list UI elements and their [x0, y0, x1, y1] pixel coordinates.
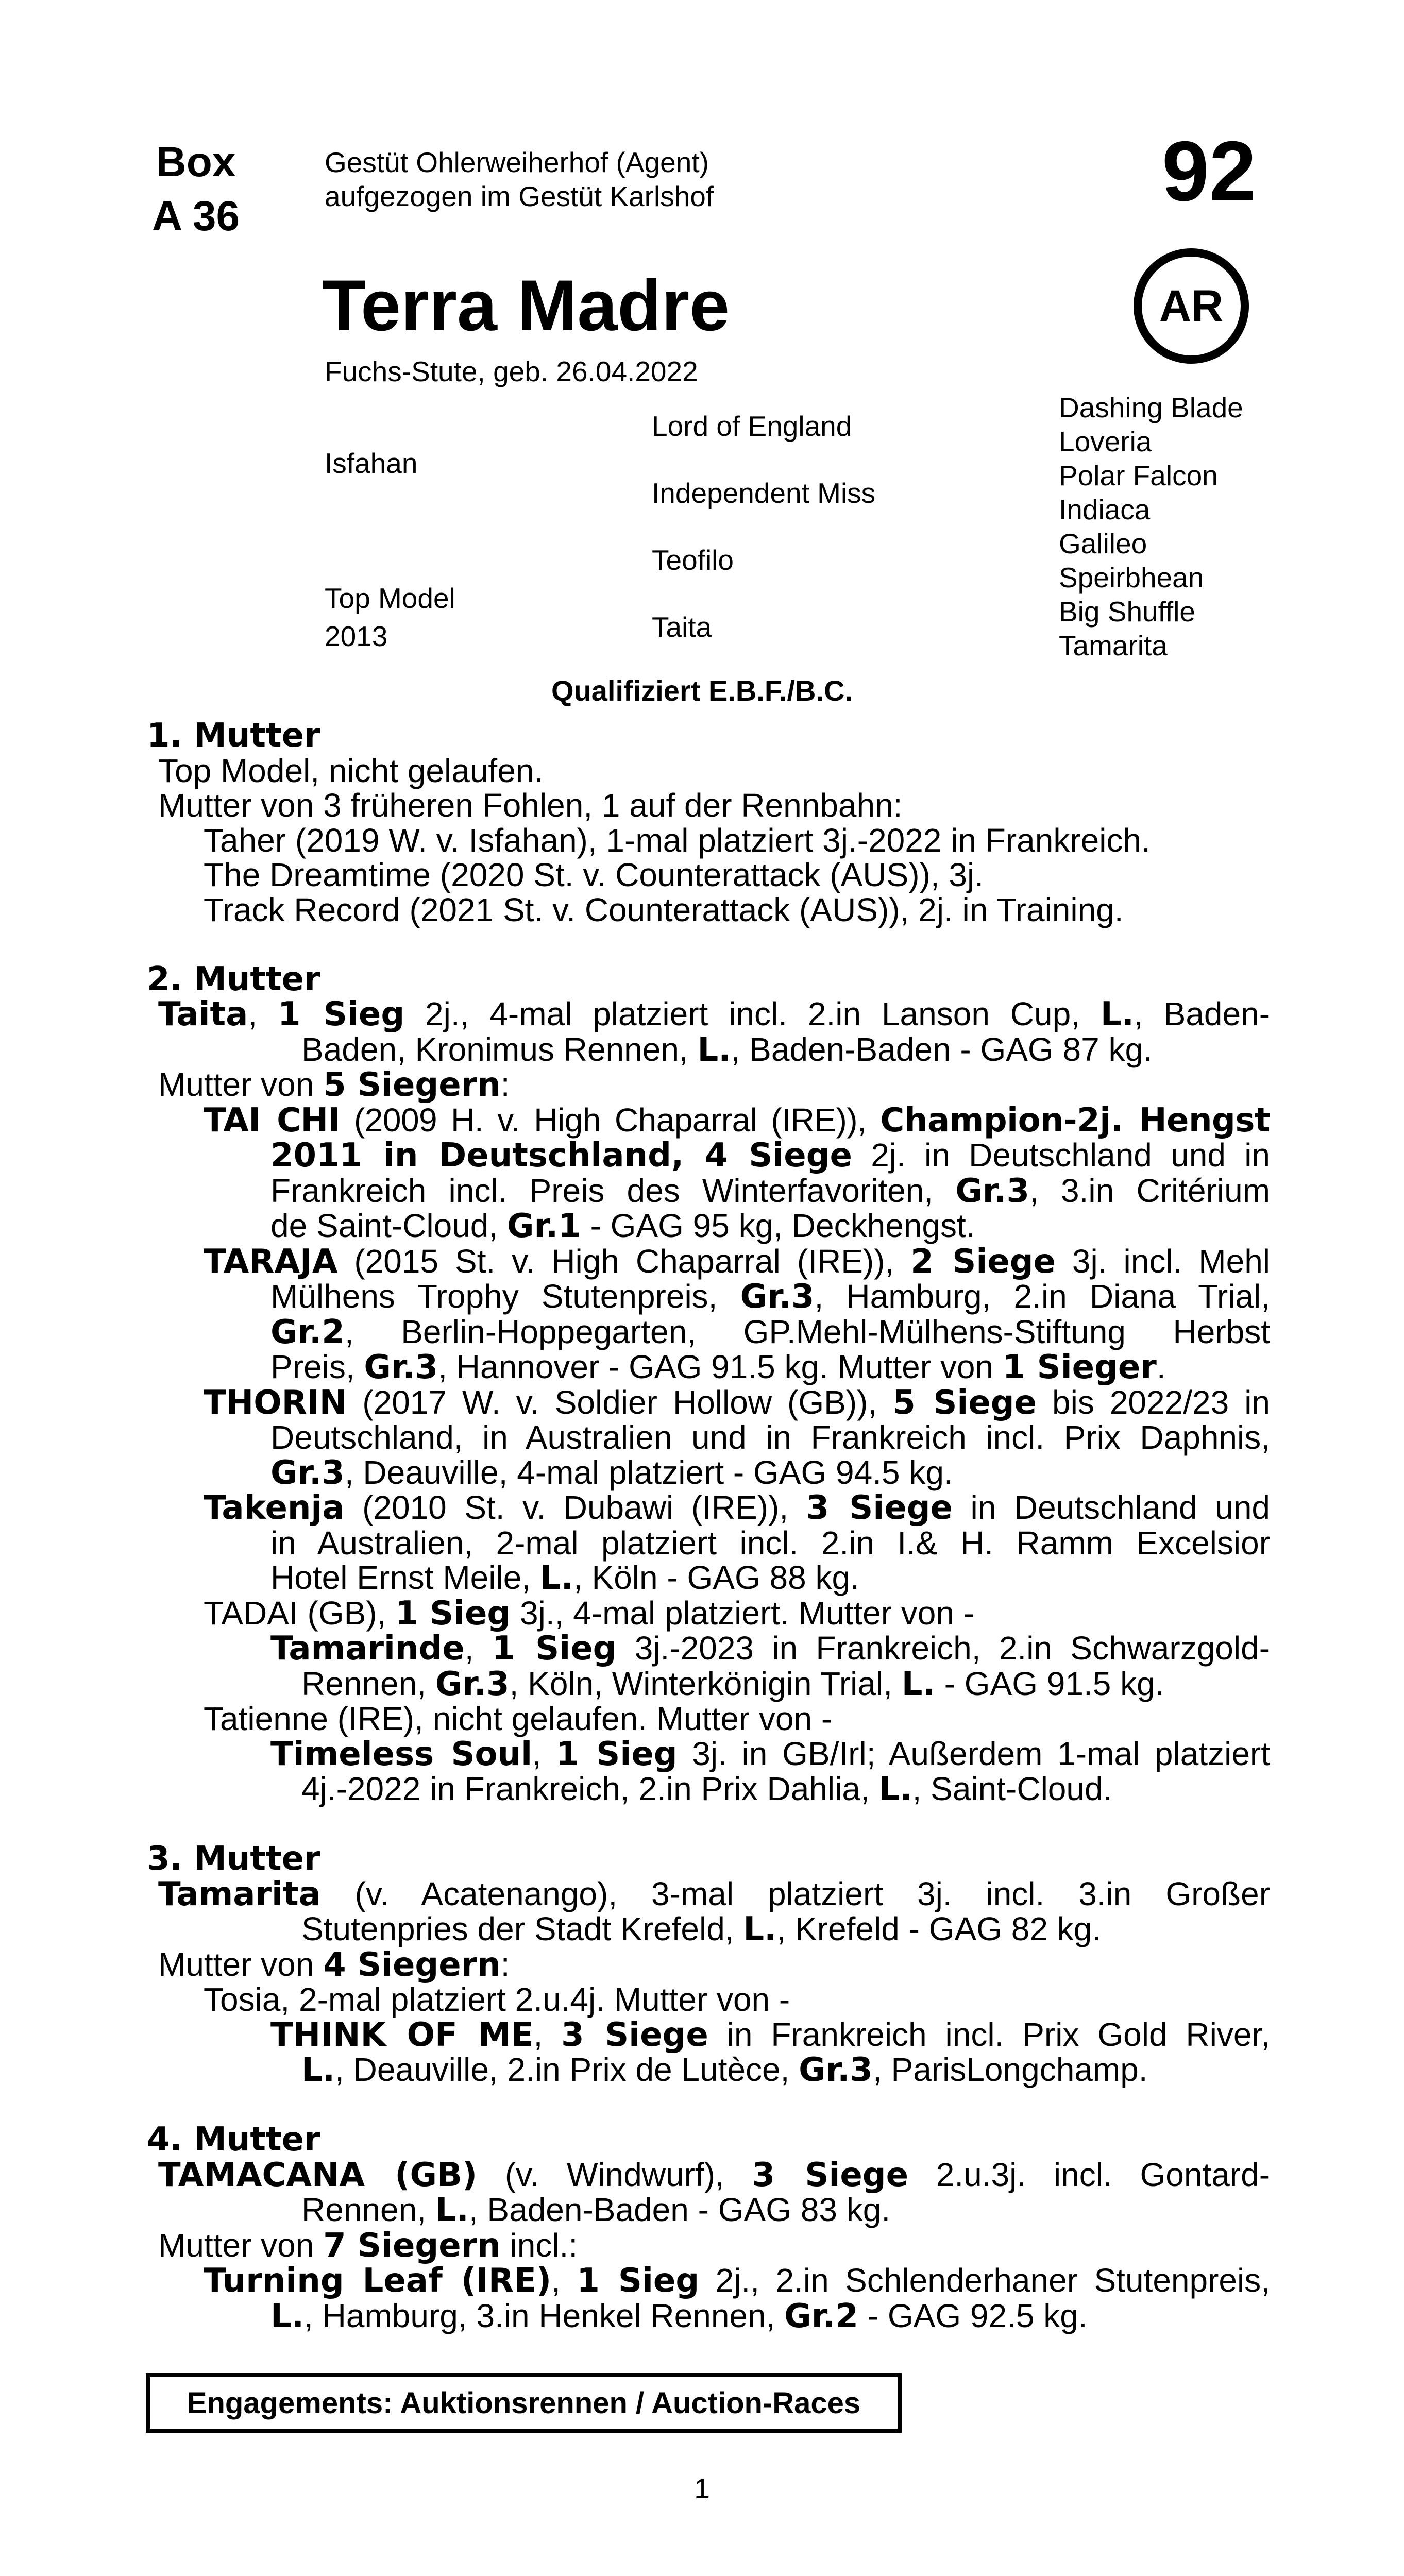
grand-produce-entry: [147, 2015, 1271, 2054]
listed-mark: L.: [743, 1910, 777, 1948]
text: (2009 H. v. High Chaparral (IRE)),: [340, 1101, 881, 1139]
dam-line: Top Model, nicht gelaufen.: [158, 752, 544, 789]
section-title-mutter4: 4. Mutter: [147, 2121, 320, 2159]
horse-tamacana: TAMACANA (GB): [158, 2156, 478, 2194]
horse-taita: Taita: [158, 995, 248, 1033]
text: Hotel Ernst Meile,: [270, 1559, 540, 1596]
group-mark: Gr.3: [955, 1172, 1030, 1210]
grand-produce-entry-cont: [147, 2053, 1270, 2088]
text: - GAG 91.5 kg.: [935, 1665, 1164, 1702]
winners-count: 7 Siegern: [323, 2226, 501, 2265]
text: (v. Windwurf),: [477, 2156, 752, 2193]
listed-mark: L.: [901, 1665, 935, 1703]
box-number: A 36: [151, 193, 240, 240]
grand-produce-entry: [147, 1631, 1270, 1667]
horse-timeless-soul: Timeless Soul: [270, 1735, 533, 1773]
text: - GAG 92.5 kg.: [858, 2297, 1088, 2334]
text: , Hamburg, 2.in Diana Trial,: [814, 1278, 1271, 1315]
pedigree-grandparent: Lord of England: [652, 410, 852, 442]
lot-number: 92: [1162, 124, 1257, 218]
dam-line-cont: [147, 1032, 1270, 1068]
pedigree-grandparent: Independent Miss: [652, 477, 876, 509]
text: , Deauville, 4-mal platziert - GAG 94.5 kg.: [344, 1453, 953, 1491]
wins: 5 Siege: [892, 1383, 1037, 1422]
ar-badge: AR: [1134, 248, 1249, 364]
agent-line1: Gestüt Ohlerweiherhof (Agent): [325, 146, 709, 178]
pedigree-great-grandparent: Speirbhean: [1059, 562, 1204, 594]
wins: 1 Sieg: [556, 1735, 678, 1773]
listed-mark: L.: [301, 2051, 335, 2089]
text: , Saint-Cloud.: [912, 1770, 1112, 1807]
wins: 1 Sieg: [395, 1594, 511, 1633]
text: 3j. incl. Mehl: [1055, 1242, 1271, 1280]
text: - GAG 95 kg, Deckhengst.: [581, 1207, 975, 1244]
produce-intro: [147, 2228, 1270, 2264]
text: , ParisLongchamp.: [872, 2051, 1148, 2088]
wins: 3 Siege: [561, 2015, 708, 2054]
champion-title: Champion-2j. Hengst: [880, 1101, 1270, 1140]
agent-info: [325, 145, 714, 213]
text: ,: [551, 2262, 577, 2299]
text: Baden, Kronimus Rennen,: [301, 1030, 698, 1068]
text: Rennen,: [301, 1665, 435, 1702]
text: (2015 St. v. High Chaparral (IRE)),: [337, 1242, 911, 1280]
group-mark: Gr.3: [799, 2051, 873, 2089]
horse-thorin: THORIN: [204, 1383, 347, 1422]
pedigree-great-grandparent: Loveria: [1059, 426, 1152, 457]
text: ,: [248, 995, 278, 1032]
produce-entry: [147, 1244, 1270, 1280]
text: , Krefeld - GAG 82 kg.: [776, 1910, 1102, 1947]
dam-line: [147, 997, 1270, 1032]
horse-taraja: TARAJA: [204, 1242, 338, 1281]
horse-tamarinde: Tamarinde: [270, 1630, 465, 1668]
text: incl.:: [500, 2226, 578, 2264]
text: :: [500, 1945, 510, 1983]
produce-entry-cont: [147, 1138, 1270, 1174]
wins: 3 Siege: [752, 2156, 909, 2194]
wins: 2011 in Deutschland, 4 Siege: [270, 1137, 852, 1175]
text: 3j., 4-mal platziert. Mutter von -: [511, 1594, 975, 1632]
pedigree-grandparent: Taita: [652, 611, 712, 643]
listed-mark: L.: [697, 1030, 731, 1069]
grand-produce-entry: [147, 1737, 1270, 1772]
produce-entry-cont: [147, 1561, 1270, 1596]
text: de Saint-Cloud,: [270, 1207, 507, 1244]
text: Frankreich incl. Preis des Winterfavoriten,: [270, 1172, 956, 1209]
section-title-mutter2: 2. Mutter: [147, 960, 320, 998]
text: Preis,: [270, 1348, 364, 1385]
text: in Australien, 2-mal platziert incl. 2.in I.& H. Ramm Excelsior: [270, 1524, 1270, 1562]
horse-tadai: TADAI (GB),: [204, 1594, 396, 1632]
qualification: Qualifiziert E.B.F./B.C.: [551, 674, 853, 707]
listed-mark: L.: [539, 1559, 573, 1597]
horse-description: Fuchs-Stute, geb. 26.04.2022: [325, 355, 698, 387]
text: bis 2022/23 in: [1036, 1383, 1271, 1421]
grand-produce-entry-cont: [147, 1667, 1270, 1702]
pedigree-great-grandparent: Big Shuffle: [1059, 596, 1196, 628]
produce-entry-cont: [147, 2299, 1270, 2334]
horse-name: Terra Madre: [322, 265, 730, 346]
text: 2j., 4-mal platziert incl. 2.in Lanson Cup,: [404, 995, 1101, 1032]
pedigree-grandparent: Teofilo: [652, 544, 734, 576]
group-mark: Gr.3: [740, 1278, 815, 1316]
produce-entry-cont: [147, 1526, 1270, 1561]
produce-entry: [147, 1490, 1270, 1526]
text: 3j. in GB/Irl; Außerdem 1-mal platziert: [677, 1735, 1271, 1772]
text: , Hamburg, 3.in Henkel Rennen,: [304, 2297, 785, 2334]
text: Mülhens Trophy Stutenpreis,: [270, 1278, 740, 1315]
section-title-mutter3: 3. Mutter: [147, 1840, 320, 1878]
text: , Baden-Baden - GAG 87 kg.: [731, 1030, 1153, 1068]
family-section: [147, 719, 1270, 2334]
dam-line-cont: [147, 1912, 1270, 1947]
agent-line2: aufgezogen im Gestüt Karlshof: [325, 180, 714, 212]
pedigree-great-grandparent: Dashing Blade: [1059, 392, 1243, 423]
produce-entry: [147, 1103, 1270, 1139]
group-mark: Gr.1: [506, 1207, 581, 1245]
produce-intro: [147, 1067, 1270, 1103]
text: , Köln, Winterkönigin Trial,: [509, 1665, 902, 1702]
text: .: [1156, 1348, 1166, 1385]
dam-line: [147, 2158, 1270, 2193]
text: , Hannover - GAG 91.5 kg. Mutter von: [438, 1348, 1003, 1385]
text: in Deutschland und: [952, 1489, 1271, 1526]
wins: 1 Sieg: [492, 1630, 617, 1668]
dam-line-cont: [147, 2193, 1270, 2228]
produce-entry-cont: [147, 1209, 1270, 1244]
pedigree-great-grandparent: Galileo: [1059, 528, 1147, 560]
text: Mutter von: [158, 2226, 324, 2264]
winners-count: 1 Sieger: [1002, 1348, 1157, 1386]
text: ,: [532, 1735, 556, 1772]
horse-tamarita: Tamarita: [158, 1875, 321, 1913]
text: 4j.-2022 in Frankreich, 2.in Prix Dahlia,: [301, 1770, 879, 1807]
text: ,: [533, 2015, 562, 2053]
horse-takenja: Takenja: [204, 1489, 345, 1527]
produce-entry-cont: [147, 1279, 1270, 1315]
listed-mark: L.: [1100, 995, 1134, 1033]
group-mark: Gr.3: [270, 1453, 345, 1492]
produce-entry: [147, 1596, 1270, 1632]
pedigree-great-grandparents: [1059, 391, 1243, 663]
produce-entry-cont: [147, 1420, 1270, 1455]
produce-entry: Tatienne (IRE), nicht gelaufen. Mutter von -: [204, 1700, 833, 1737]
produce-intro: [147, 1947, 1270, 1983]
text: Mutter von: [158, 1945, 324, 1983]
horse-turning-leaf: Turning Leaf (IRE): [204, 2262, 552, 2300]
wins: 3 Siege: [806, 1489, 953, 1527]
produce-entry: Tosia, 2-mal platziert 2.u.4j. Mutter von -: [204, 1981, 790, 2018]
text: , Baden-Baden - GAG 83 kg.: [468, 2191, 891, 2228]
engagements-text: Engagements: Auktionsrennen / Auction-Races: [187, 2386, 861, 2420]
text: Mutter von: [158, 1066, 324, 1103]
winners-count: 5 Siegern: [323, 1066, 501, 1104]
produce-entry-cont: [147, 1174, 1270, 1209]
wins: 2 Siege: [910, 1242, 1056, 1281]
box-label-line1: Box: [156, 139, 236, 185]
section-title-mutter1: 1. Mutter: [147, 717, 320, 755]
horse-think-of-me: THINK OF ME: [270, 2015, 534, 2054]
text: in Frankreich incl. Prix Gold River,: [708, 2015, 1271, 2053]
pedigree-great-grandparent: Polar Falcon: [1059, 460, 1218, 492]
text: (2010 St. v. Dubawi (IRE)),: [344, 1489, 806, 1526]
text: 2j. in Deutschland und in: [852, 1137, 1271, 1174]
produce-entry: Track Record (2021 St. v. Counterattack (AUS)), 2j. in Training.: [204, 891, 1124, 928]
text: Stutenpries der Stadt Krefeld,: [301, 1910, 743, 1947]
dam-line: [147, 1877, 1270, 1912]
text: , Köln - GAG 88 kg.: [573, 1559, 859, 1596]
group-mark: Gr.2: [784, 2297, 858, 2335]
produce-entry-cont: [147, 1315, 1270, 1350]
group-mark: Gr.2: [270, 1313, 345, 1351]
group-mark: Gr.3: [435, 1665, 510, 1703]
text: ,: [464, 1630, 492, 1667]
text: 2j., 2.in Schlenderhaner Stutenpreis,: [699, 2262, 1271, 2299]
produce-entry: [147, 1385, 1270, 1421]
produce-entry-cont: [147, 1350, 1270, 1385]
pedigree-great-grandparent: Indiaca: [1059, 494, 1151, 526]
engagements-box: [146, 2373, 902, 2433]
page-number: 1: [694, 2472, 710, 2504]
pedigree-sire: Isfahan: [325, 447, 418, 479]
text: 2.u.3j. incl. Gontard-: [908, 2156, 1271, 2193]
box-label: [137, 135, 255, 243]
produce-entry: Taher (2019 W. v. Isfahan), 1-mal platziert 3j.-2022 in Frankreich.: [204, 821, 1151, 859]
produce-entry: [147, 2263, 1270, 2299]
text: , Berlin-Hoppegarten, GP.Mehl-Mülhens-Stiftung Herbst: [344, 1313, 1270, 1350]
text: , Deauville, 2.in Prix de Lutèce,: [335, 2051, 799, 2088]
listed-mark: L.: [878, 1770, 912, 1808]
group-mark: Gr.3: [364, 1348, 438, 1386]
text: , Baden-: [1134, 995, 1271, 1032]
text: Rennen,: [301, 2191, 435, 2228]
wins: 1 Sieg: [577, 2262, 700, 2300]
pedigree-dam-year: 2013: [325, 620, 388, 652]
produce-intro: Mutter von 3 früheren Fohlen, 1 auf der Rennbahn:: [158, 787, 903, 824]
produce-entry-cont: [147, 1455, 1270, 1491]
listed-mark: L.: [435, 2191, 469, 2229]
winners-count: 4 Siegern: [323, 1945, 501, 1984]
text: , 3.in Critérium: [1029, 1172, 1271, 1209]
grand-produce-entry-cont: [147, 1772, 1270, 1807]
wins: 1 Sieg: [277, 995, 405, 1033]
text: 3j.-2023 in Frankreich, 2.in Schwarzgold-: [616, 1630, 1271, 1667]
horse-tai-chi: TAI CHI: [204, 1101, 340, 1140]
text: (2017 W. v. Soldier Hollow (GB)),: [347, 1383, 893, 1421]
text: :: [500, 1066, 510, 1103]
listed-mark: L.: [270, 2297, 305, 2335]
produce-entry: The Dreamtime (2020 St. v. Counterattack (AUS)), 3j.: [204, 856, 984, 893]
pedigree-great-grandparent: Tamarita: [1059, 630, 1168, 662]
text: (v. Acatenango), 3-mal platziert 3j. incl. 3.in Großer: [320, 1875, 1270, 1912]
pedigree-dam: Top Model: [325, 582, 455, 614]
text: Deutschland, in Australien und in Frankreich incl. Prix Daphnis,: [270, 1419, 1270, 1456]
